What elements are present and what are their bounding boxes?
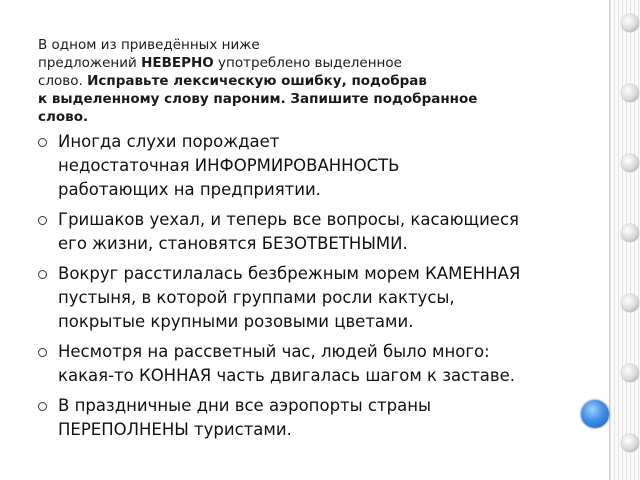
bullet-icon [38, 216, 47, 225]
sentence-line: ПЕРЕПОЛНЕНЫ туристами. [58, 420, 292, 439]
task-line: употреблено выделенное [213, 55, 402, 71]
list-item [38, 208, 568, 256]
slide-content [38, 0, 568, 448]
ring-icon [621, 154, 639, 172]
sentence-line: Иногда слухи порождает [58, 132, 280, 151]
sentence-line: его жизни, становятся БЕЗОТВЕТНЫМИ. [58, 234, 408, 253]
sentence-list [38, 130, 568, 442]
task-line: предложений [38, 55, 142, 71]
task-line: В одном из приведённых ниже [38, 37, 260, 53]
decorative-border [609, 0, 640, 480]
bullet-icon [38, 348, 47, 357]
sentence-line: недостаточная ИНФОРМИРОВАННОСТЬ [58, 156, 400, 175]
ring-icon [621, 434, 639, 452]
bullet-icon [38, 402, 47, 411]
decorative-knob-icon [581, 400, 609, 428]
task-text [38, 36, 568, 126]
ring-icon [621, 364, 639, 382]
task-instruction: Исправьте лексическую ошибку, подобрав [87, 73, 427, 89]
ring-icon [621, 14, 639, 32]
sentence-line: пустыня, в которой группами росли кактусы, [58, 288, 455, 307]
sentence-line: Вокруг расстилалась безбрежным морем КАМЕННАЯ [58, 264, 521, 283]
bullet-icon [38, 138, 47, 147]
list-item [38, 262, 568, 334]
sentence-line: Гришаков уехал, и теперь все вопросы, касающиеся [58, 210, 519, 229]
task-instruction: к выделенному слову пароним. Запишите подобранное [38, 91, 478, 107]
sentence-line: Несмотря на рассветный час, людей было много: [58, 342, 490, 361]
ring-icon [621, 224, 639, 242]
sentence-line: покрытые крупными розовыми цветами. [58, 312, 414, 331]
list-item [38, 340, 568, 388]
list-item [38, 394, 568, 442]
bullet-icon [38, 270, 47, 279]
sentence-line: какая-то КОННАЯ часть двигалась шагом к заставе. [58, 366, 516, 385]
ring-icon [621, 294, 639, 312]
task-instruction: слово. [38, 109, 89, 125]
list-item [38, 130, 568, 202]
task-line: слово. [38, 73, 88, 89]
sentence-line: работающих на предприятии. [58, 180, 321, 199]
ring-icon [621, 84, 639, 102]
task-emphasis: НЕВЕРНО [141, 55, 214, 71]
sentence-line: В праздничные дни все аэропорты страны [58, 396, 432, 415]
